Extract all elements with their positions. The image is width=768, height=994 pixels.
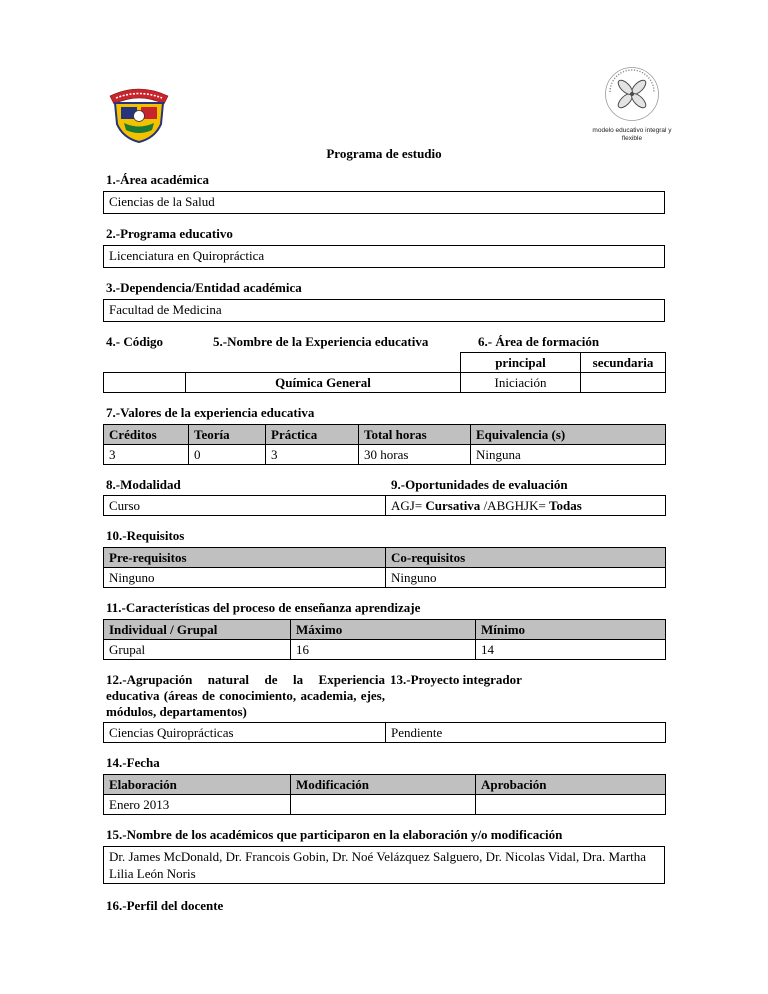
section-5-heading: 5.-Nombre de la Experiencia educativa (213, 334, 429, 349)
nombre-ee-value-cell: Química General (186, 373, 461, 393)
aprobacion-header: Aprobación (476, 775, 666, 795)
eval-cursativa: Cursativa (425, 497, 481, 513)
teoria-value: 0 (189, 445, 266, 465)
section-4-heading: 4.- Código (106, 334, 164, 349)
creditos-header: Créditos (104, 425, 189, 445)
requisitos-table (103, 547, 666, 588)
eval-mid: /ABGHJK= (480, 497, 550, 513)
elaboracion-header: Elaboración (104, 775, 291, 795)
meif-logo-block (592, 66, 672, 143)
section-2-heading: 2.-Programa educativo (106, 226, 233, 241)
page-title: Programa de estudio (326, 146, 442, 161)
section-7-heading: 7.-Valores de la experiencia educativa (106, 405, 315, 420)
elaboracion-value: Enero 2013 (104, 795, 291, 815)
spacer-cell (104, 353, 186, 373)
meif-flower-icon (604, 66, 660, 122)
agrupacion-value-cell: Ciencias Quiroprácticas (104, 723, 386, 743)
caracteristicas-table (103, 619, 666, 660)
total-horas-value: 30 horas (359, 445, 471, 465)
equivalencia-value: Ninguna (471, 445, 666, 465)
section-10-heading: 10.-Requisitos (106, 528, 185, 543)
co-requisitos-header: Co-requisitos (386, 548, 666, 568)
co-requisitos-value: Ninguno (386, 568, 666, 588)
sections-12-13-headings (103, 672, 665, 720)
practica-value: 3 (266, 445, 359, 465)
valores-table (103, 424, 666, 465)
section-11-heading: 11.-Características del proceso de enseñanza aprendizaje (106, 600, 421, 615)
fecha-table (103, 774, 666, 815)
programa-educativo-value: Licenciatura en Quiropráctica (103, 245, 665, 268)
area-academica-value: Ciencias de la Salud (103, 191, 665, 214)
modalidad-value-cell: Curso (104, 496, 386, 516)
maximo-header: Máximo (291, 620, 476, 640)
principal-value-cell: Iniciación (461, 373, 581, 393)
document-content (103, 172, 665, 914)
aprobacion-value (476, 795, 666, 815)
eval-prefix: AGJ= (391, 497, 426, 513)
spacer-cell (186, 353, 461, 373)
practica-header: Práctica (266, 425, 359, 445)
section-12-heading: 12.-Agrupación natural de la Experiencia educativa (áreas de conocimiento, academia, ejes, módulos, departamentos) (106, 672, 385, 719)
agrupacion-proyecto-table (103, 722, 666, 743)
individual-grupal-value: Grupal (104, 640, 291, 660)
equivalencia-header: Equivalencia (s) (471, 425, 666, 445)
secundaria-value-cell (581, 373, 666, 393)
section-8-heading: 8.-Modalidad (106, 477, 181, 492)
proyecto-value-cell: Pendiente (386, 723, 666, 743)
section-6-heading: 6.- Área de formación (478, 334, 600, 349)
section-14-heading: 14.-Fecha (106, 755, 160, 770)
section-3-heading: 3.-Dependencia/Entidad académica (106, 280, 302, 295)
dependencia-value: Facultad de Medicina (103, 299, 665, 322)
minimo-header: Mínimo (476, 620, 666, 640)
oportunidades-value-cell (386, 496, 666, 516)
document-header (0, 0, 768, 160)
codigo-value-cell (104, 373, 186, 393)
minimo-value: 14 (476, 640, 666, 660)
pre-requisitos-header: Pre-requisitos (104, 548, 386, 568)
modificacion-header: Modificación (291, 775, 476, 795)
individual-grupal-header: Individual / Grupal (104, 620, 291, 640)
modalidad-oportunidades-table (103, 495, 666, 516)
total-horas-header: Total horas (359, 425, 471, 445)
teoria-header: Teoría (189, 425, 266, 445)
sections-8-9-headings (103, 477, 665, 493)
academicos-value: Dr. James McDonald, Dr. Francois Gobin, Dr. Noé Velázquez Salguero, Dr. Nicolas Vidal, Dra. Martha Lilia León Noris (103, 846, 665, 884)
section-1-heading: 1.-Área académica (106, 172, 210, 187)
maximo-value: 16 (291, 640, 476, 660)
creditos-value: 3 (104, 445, 189, 465)
meif-caption: modelo educativo integral y flexible (592, 127, 672, 142)
sections-4-5-6-headings (103, 334, 665, 350)
modificacion-value (291, 795, 476, 815)
section-16-heading: 16.-Perfil del docente (106, 898, 224, 913)
pre-requisitos-value: Ninguno (104, 568, 386, 588)
section-15-heading: 15.-Nombre de los académicos que participaron en la elaboración y/o modificación (106, 827, 563, 842)
secundaria-header: secundaria (581, 353, 666, 373)
principal-header: principal (461, 353, 581, 373)
university-crest-logo (104, 80, 174, 144)
eval-todas: Todas (549, 497, 582, 513)
codigo-nombre-area-table (103, 352, 666, 393)
section-13-heading: 13.-Proyecto integrador (390, 672, 522, 687)
section-9-heading: 9.-Oportunidades de evaluación (391, 477, 568, 492)
